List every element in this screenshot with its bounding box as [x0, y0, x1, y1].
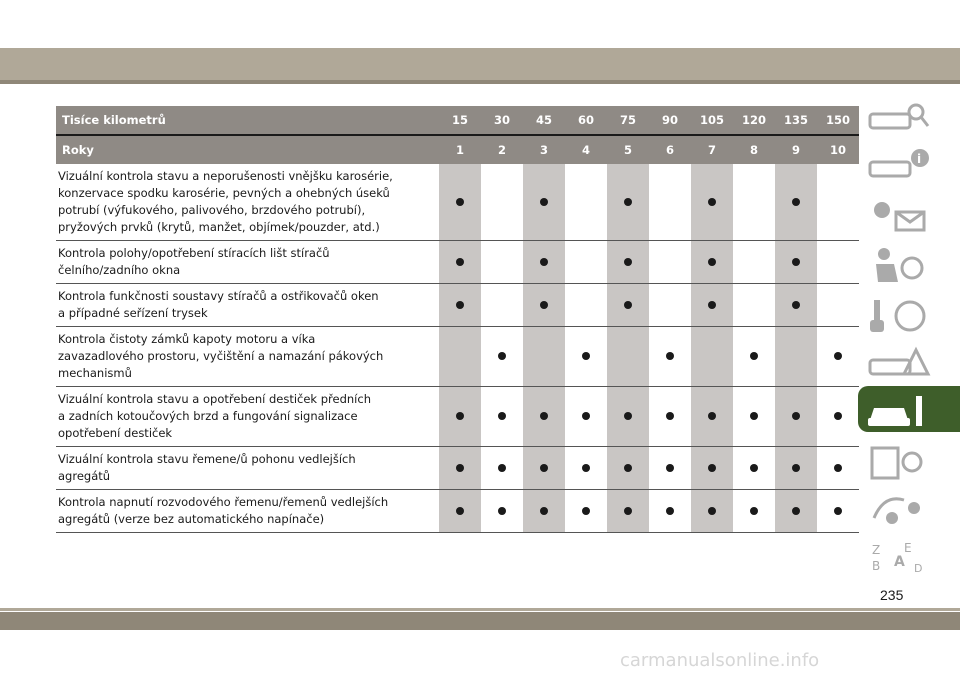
check-dot-icon: [750, 352, 758, 360]
check-dot-icon: [708, 464, 716, 472]
row-description-line: zavazadlového prostoru, vyčištění a namazání pákových: [58, 349, 384, 363]
check-dot-icon: [624, 301, 632, 309]
schedule-cell: [733, 164, 775, 241]
row-description-line: Vizuální kontrola stavu řemene/ů pohonu vedlejších: [58, 452, 356, 466]
svg-text:B: B: [872, 559, 881, 573]
check-dot-icon: [792, 507, 800, 515]
header-year-0: 1: [439, 135, 481, 164]
schedule-cell: [775, 490, 817, 533]
table-row: [56, 490, 859, 533]
schedule-cell: [733, 447, 775, 490]
car-search-icon: [864, 96, 934, 136]
schedule-cell: [523, 284, 565, 327]
row-description: [56, 387, 439, 447]
table-row: [56, 327, 859, 387]
header-row-years: [56, 135, 859, 164]
schedule-cell: [817, 284, 859, 327]
check-dot-icon: [708, 507, 716, 515]
check-dot-icon: [540, 464, 548, 472]
sidebar-tab[interactable]: [858, 532, 960, 578]
bottom-band: [0, 612, 960, 630]
header-km-5: 90: [649, 106, 691, 135]
row-description-line: Kontrola polohy/opotřebení stíracích lišt stíračů: [58, 246, 330, 260]
sidebar-tab[interactable]: [858, 386, 960, 432]
header-year-7: 8: [733, 135, 775, 164]
check-dot-icon: [792, 464, 800, 472]
check-dot-icon: [540, 258, 548, 266]
bottom-band-line: [0, 608, 960, 611]
header-km-1: 30: [481, 106, 523, 135]
row-description-line: a zadních kotoučových brzd a fungování signalizace: [58, 409, 358, 423]
row-description-line: čelního/zadního okna: [58, 263, 181, 277]
schedule-cell: [523, 164, 565, 241]
row-description-line: Kontrola funkčnosti soustavy stíračů a ostřikovačů oken: [58, 289, 379, 303]
header-year-9: 10: [817, 135, 859, 164]
svg-text:A: A: [894, 554, 905, 570]
row-description-line: agregátů: [58, 469, 111, 483]
check-dot-icon: [498, 464, 506, 472]
check-dot-icon: [750, 412, 758, 420]
header-year-5: 6: [649, 135, 691, 164]
check-dot-icon: [708, 412, 716, 420]
check-dot-icon: [582, 464, 590, 472]
sidebar-tab[interactable]: [858, 240, 960, 286]
schedule-cell: [817, 327, 859, 387]
sidebar-tab[interactable]: [858, 290, 960, 336]
car-info-icon: [864, 144, 934, 184]
check-dot-icon: [456, 412, 464, 420]
row-description: [56, 164, 439, 241]
schedule-cell: [439, 241, 481, 284]
sidebar-tab[interactable]: [858, 338, 960, 384]
check-dot-icon: [834, 464, 842, 472]
check-dot-icon: [624, 258, 632, 266]
check-dot-icon: [456, 198, 464, 206]
schedule-cell: [775, 241, 817, 284]
check-dot-icon: [666, 412, 674, 420]
schedule-cell: [439, 490, 481, 533]
schedule-cell: [733, 284, 775, 327]
schedule-cell: [691, 164, 733, 241]
check-dot-icon: [792, 198, 800, 206]
svg-text:E: E: [904, 541, 912, 555]
page-number: 235: [880, 587, 904, 603]
row-description-line: Vizuální kontrola stavu a opotřebení destiček předních: [58, 392, 371, 406]
top-band-line: [0, 80, 960, 84]
row-description: [56, 490, 439, 533]
schedule-cell: [565, 241, 607, 284]
row-description-line: a případné seřízení trysek: [58, 306, 208, 320]
schedule-cell: [775, 164, 817, 241]
row-description: [56, 447, 439, 490]
index-icon: [864, 536, 934, 576]
schedule-cell: [733, 327, 775, 387]
schedule-cell: [607, 490, 649, 533]
svg-text:i: i: [917, 152, 922, 166]
schedule-cell: [649, 387, 691, 447]
check-dot-icon: [456, 258, 464, 266]
header-year-4: 5: [607, 135, 649, 164]
schedule-cell: [523, 327, 565, 387]
schedule-cell: [439, 387, 481, 447]
check-dot-icon: [582, 352, 590, 360]
maintenance-schedule-table: [56, 106, 859, 533]
technical-data-icon: [864, 440, 934, 480]
schedule-cell: [439, 327, 481, 387]
schedule-cell: [691, 284, 733, 327]
schedule-cell: [817, 387, 859, 447]
schedule-cell: [607, 284, 649, 327]
schedule-cell: [565, 164, 607, 241]
schedule-cell: [439, 284, 481, 327]
check-dot-icon: [834, 352, 842, 360]
schedule-cell: [565, 490, 607, 533]
schedule-cell: [649, 284, 691, 327]
schedule-cell: [691, 447, 733, 490]
check-dot-icon: [750, 464, 758, 472]
schedule-cell: [691, 327, 733, 387]
schedule-cell: [817, 164, 859, 241]
schedule-cell: [649, 241, 691, 284]
schedule-cell: [565, 447, 607, 490]
check-dot-icon: [666, 507, 674, 515]
table-row: [56, 447, 859, 490]
table-row: [56, 241, 859, 284]
schedule-cell: [523, 447, 565, 490]
header-km-0: 15: [439, 106, 481, 135]
top-band: [0, 48, 960, 80]
header-row-km: [56, 106, 859, 135]
check-dot-icon: [624, 412, 632, 420]
schedule-cell: [481, 387, 523, 447]
header-km-9: 150: [817, 106, 859, 135]
row-description: [56, 284, 439, 327]
schedule-cell: [565, 327, 607, 387]
check-dot-icon: [624, 507, 632, 515]
header-year-6: 7: [691, 135, 733, 164]
schedule-cell: [607, 447, 649, 490]
table-row: [56, 164, 859, 241]
check-dot-icon: [540, 412, 548, 420]
sidebar-tab[interactable]: [858, 190, 960, 236]
schedule-cell: [817, 241, 859, 284]
schedule-cell: [565, 284, 607, 327]
schedule-cell: [649, 447, 691, 490]
row-description-line: agregátů (verze bez automatického napínače): [58, 512, 325, 526]
schedule-cell: [565, 387, 607, 447]
schedule-cell: [733, 490, 775, 533]
check-dot-icon: [666, 352, 674, 360]
row-description-line: mechanismů: [58, 366, 132, 380]
schedule-cell: [775, 447, 817, 490]
header-km-8: 135: [775, 106, 817, 135]
svg-text:D: D: [914, 562, 923, 575]
schedule-cell: [649, 164, 691, 241]
check-dot-icon: [708, 301, 716, 309]
check-dot-icon: [456, 507, 464, 515]
check-dot-icon: [834, 412, 842, 420]
car-breakdown-icon: [864, 342, 934, 382]
schedule-cell: [523, 387, 565, 447]
row-description: [56, 327, 439, 387]
check-dot-icon: [750, 507, 758, 515]
row-description-line: Kontrola čistoty zámků kapoty motoru a víka: [58, 332, 316, 346]
watermark: carmanualsonline.info: [620, 650, 820, 671]
schedule-cell: [481, 490, 523, 533]
header-year-3: 4: [565, 135, 607, 164]
schedule-cell: [733, 241, 775, 284]
schedule-cell: [775, 387, 817, 447]
svg-text:Z: Z: [872, 543, 881, 557]
header-km-2: 45: [523, 106, 565, 135]
multimedia-icon: [864, 488, 934, 528]
schedule-cell: [481, 164, 523, 241]
schedule-cell: [523, 241, 565, 284]
sidebar-tab[interactable]: [858, 92, 960, 138]
check-dot-icon: [540, 507, 548, 515]
schedule-cell: [523, 490, 565, 533]
header-km-6: 105: [691, 106, 733, 135]
schedule-cell: [691, 387, 733, 447]
check-dot-icon: [792, 301, 800, 309]
header-km-label: Tisíce kilometrů: [56, 106, 439, 135]
table-row: [56, 387, 859, 447]
row-description: [56, 241, 439, 284]
header-year-2: 3: [523, 135, 565, 164]
schedule-cell: [439, 164, 481, 241]
header-km-7: 120: [733, 106, 775, 135]
header-year-1: 2: [481, 135, 523, 164]
schedule-cell: [607, 387, 649, 447]
schedule-cell: [691, 490, 733, 533]
check-dot-icon: [624, 198, 632, 206]
check-dot-icon: [456, 301, 464, 309]
sidebar-tab[interactable]: [858, 140, 960, 186]
header-year-8: 9: [775, 135, 817, 164]
schedule-cell: [691, 241, 733, 284]
check-dot-icon: [498, 507, 506, 515]
schedule-cell: [481, 327, 523, 387]
warning-lights-message-icon: [864, 194, 934, 234]
check-dot-icon: [792, 412, 800, 420]
header-years-label: Roky: [56, 135, 439, 164]
schedule-cell: [775, 284, 817, 327]
check-dot-icon: [834, 507, 842, 515]
check-dot-icon: [498, 412, 506, 420]
check-dot-icon: [540, 198, 548, 206]
header-km-4: 75: [607, 106, 649, 135]
check-dot-icon: [582, 412, 590, 420]
sidebar-tab[interactable]: [858, 436, 960, 482]
check-dot-icon: [456, 464, 464, 472]
check-dot-icon: [708, 198, 716, 206]
schedule-cell: [649, 327, 691, 387]
schedule-cell: [607, 241, 649, 284]
table-row: [56, 284, 859, 327]
row-description-line: potrubí (výfukového, palivového, brzdového potrubí),: [58, 203, 366, 217]
airbag-seatbelt-icon: [864, 244, 934, 284]
schedule-cell: [649, 490, 691, 533]
key-steering-wheel-icon: [864, 294, 934, 334]
row-description-line: konzervace spodku karosérie, pevných a ohebných úseků: [58, 186, 390, 200]
schedule-cell: [439, 447, 481, 490]
row-description-line: Vizuální kontrola stavu a neporušenosti vnějšku karosérie,: [58, 169, 393, 183]
row-description-line: pryžových prvků (krytů, manžet, objímek/pouzder, atd.): [58, 220, 380, 234]
check-dot-icon: [708, 258, 716, 266]
check-dot-icon: [498, 352, 506, 360]
check-dot-icon: [792, 258, 800, 266]
schedule-cell: [733, 387, 775, 447]
row-description-line: opotřebení destiček: [58, 426, 173, 440]
schedule-cell: [817, 447, 859, 490]
schedule-cell: [607, 327, 649, 387]
check-dot-icon: [624, 464, 632, 472]
sidebar-tab[interactable]: [858, 484, 960, 530]
check-dot-icon: [666, 464, 674, 472]
car-maintenance-icon: [864, 390, 934, 430]
schedule-cell: [481, 241, 523, 284]
schedule-cell: [775, 327, 817, 387]
schedule-cell: [481, 447, 523, 490]
schedule-cell: [481, 284, 523, 327]
schedule-cell: [817, 490, 859, 533]
check-dot-icon: [540, 301, 548, 309]
row-description-line: Kontrola napnutí rozvodového řemenu/řemenů vedlejších: [58, 495, 389, 509]
header-km-3: 60: [565, 106, 607, 135]
schedule-cell: [607, 164, 649, 241]
check-dot-icon: [582, 507, 590, 515]
